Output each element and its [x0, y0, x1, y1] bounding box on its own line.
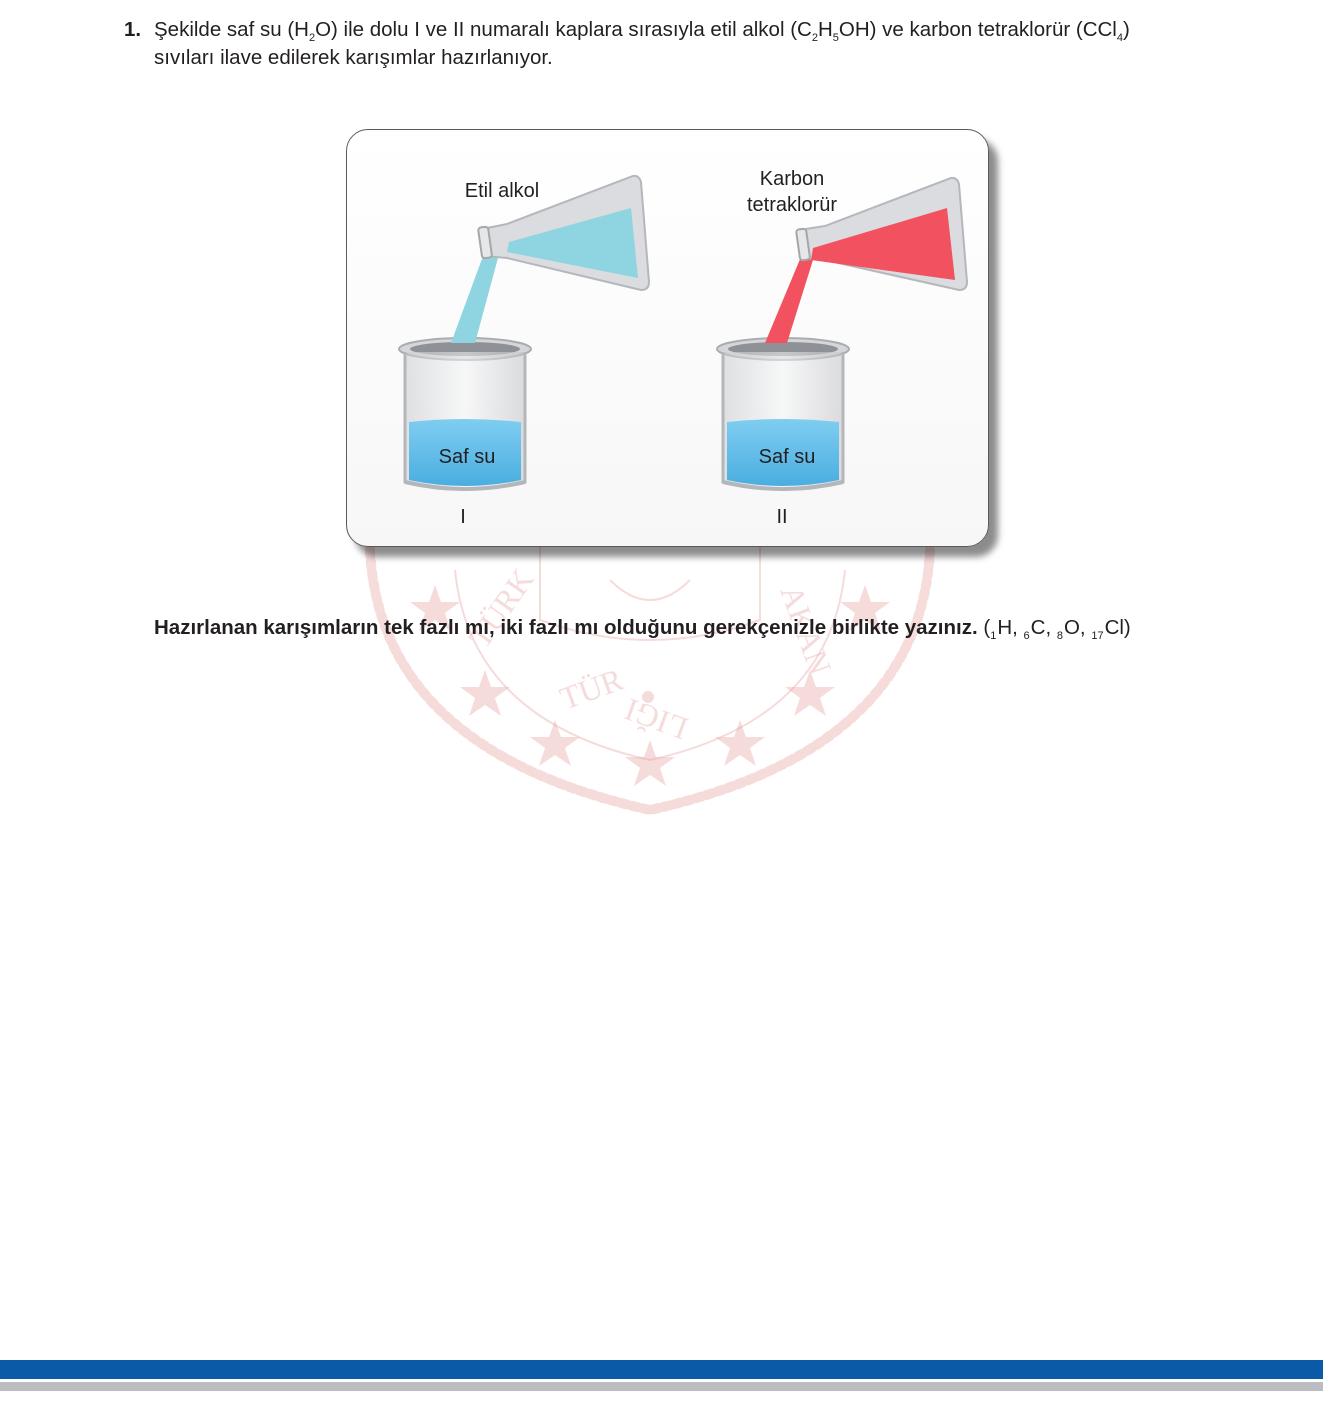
q-subscript: 5: [832, 32, 839, 44]
svg-text:TÜRK: TÜRK: [461, 562, 541, 655]
element-symbol: O,: [1063, 616, 1092, 639]
question-prompt: [154, 614, 1314, 642]
q-text-part: H: [817, 18, 833, 41]
alcohol-stream: [451, 248, 498, 343]
q-text-part: OH) ve karbon tetraklorür (CCl: [838, 18, 1117, 41]
footer-gray-bar: [0, 1382, 1323, 1391]
label-beaker-1-water: Saf su: [438, 446, 496, 468]
q-subscript: 4: [1116, 32, 1123, 44]
prompt-paren: (: [977, 616, 991, 639]
figure-illustration: [347, 130, 988, 546]
label-ccl4-line-1: Karbon: [759, 168, 825, 190]
q-text-part: O) ile dolu I ve II numaralı kaplara sırasıyla etil alkol (C: [315, 18, 812, 41]
element-symbol: C,: [1030, 616, 1057, 639]
prompt-bold-text: Hazırlanan karışımların tek fazlı mı, iki fazlı mı olduğunu gerekçenizle birlikte yazınız.: [154, 616, 978, 639]
element-symbol: H,: [997, 616, 1024, 639]
atomic-number: 6: [1023, 630, 1030, 642]
atomic-number: 8: [1056, 630, 1063, 642]
atomic-number: 17: [1091, 630, 1104, 642]
q-text-part: ): [1122, 18, 1130, 41]
experiment-figure: [346, 129, 989, 547]
atomic-number: 1: [990, 630, 997, 642]
label-beaker-2-water: Saf su: [758, 446, 816, 468]
question-number: 1.: [124, 18, 142, 41]
question-line-2: sıvıları ilave edilerek karışımlar hazırlanıyor.: [154, 46, 553, 69]
q-subscript: 2: [308, 32, 316, 44]
svg-text:AKAN: AKAN: [773, 580, 839, 680]
q-text-part: Şekilde saf su (H: [154, 18, 309, 41]
q-subscript: 2: [811, 32, 818, 44]
element-symbol: Cl): [1104, 616, 1131, 639]
label-carbon-tetrachloride: [732, 166, 852, 218]
label-ccl4-line-2: tetraklorür: [746, 194, 838, 216]
question-text: [154, 16, 1254, 72]
ccl4-stream: [765, 252, 813, 343]
svg-text:LIĞI: LIĞI: [619, 691, 693, 748]
beaker-2-numeral: II: [776, 506, 788, 528]
beaker-1-numeral: I: [460, 506, 466, 528]
svg-text:TÜR: TÜR: [555, 660, 628, 717]
footer-blue-bar: [0, 1360, 1323, 1379]
label-ethyl-alcohol: Etil alkol: [464, 180, 540, 202]
question-line-1: [154, 16, 1254, 44]
